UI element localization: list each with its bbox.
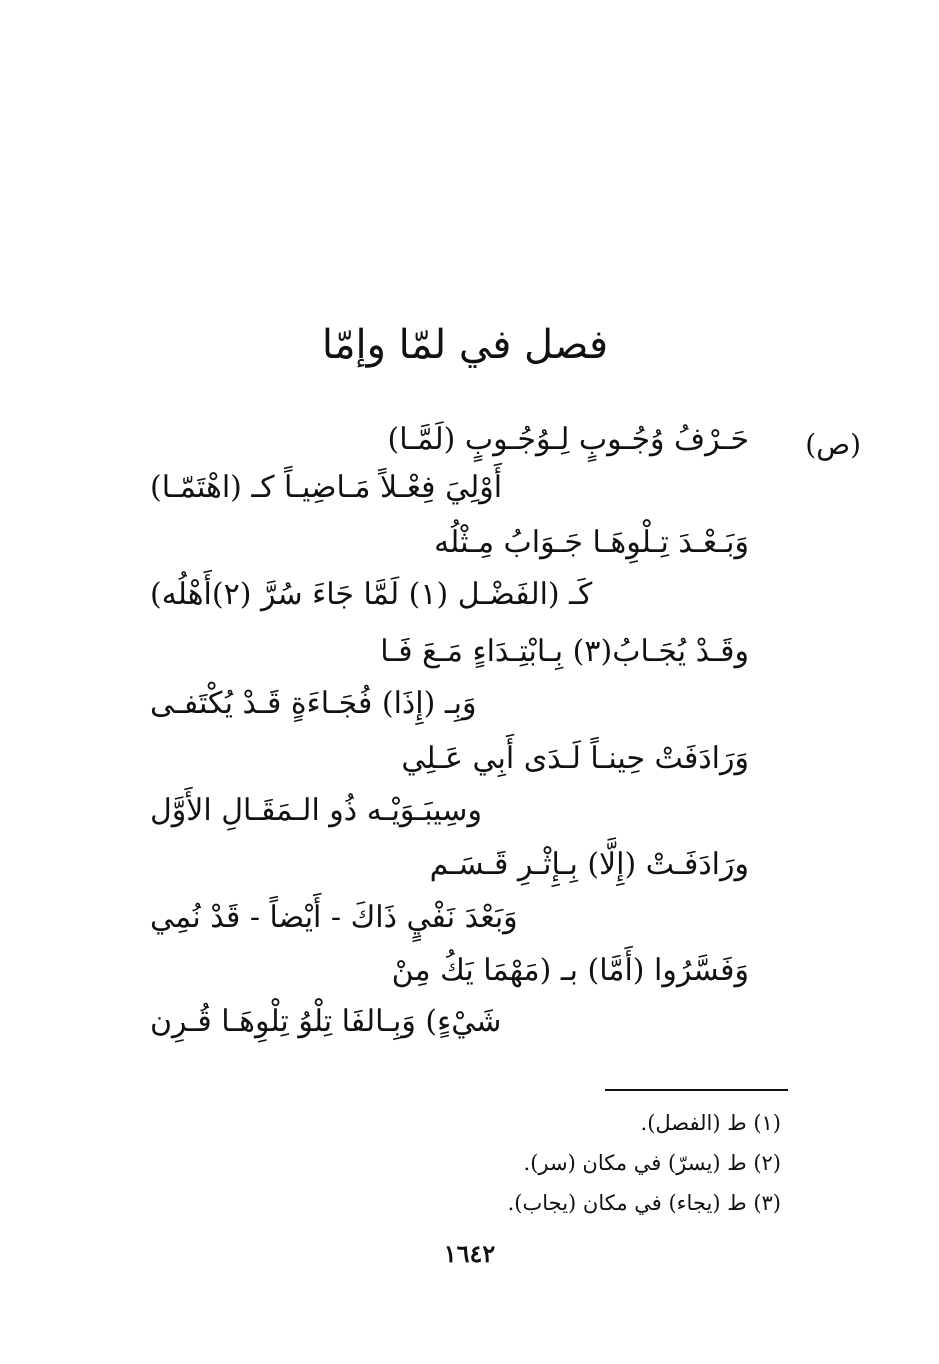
footnote-2: (٢) ط (يسرّ) في مكان (سر). [523, 1151, 781, 1175]
footnote-1: (١) ط (الفصل). [640, 1111, 781, 1135]
verse-line-10: وَبَعْدَ نَفْيٍ ذَاكَ - أَيْضاً - قَدْ نُمِي [150, 900, 518, 935]
verse-line-3: وَبَـعْـدَ تِـلْوِهَـا جَـوَابُ مِـثْلُه [434, 525, 749, 560]
verse-line-5: وقَـدْ يُجَـابُ(٣) بِـابْتِـدَاءٍ مَـعَ فَـا [380, 634, 749, 669]
verse-line-4: كَـ (الفَضْـل (١) لَمَّا جَاءَ سُرَّ (٢)أَهْلُه) [150, 577, 593, 612]
verse-line-9: ورَادَفَـتْ (إِلَّا) بِـإِثْـرِ قَـسَـم [429, 847, 749, 882]
footnote-3: (٣) ط (يجاء) في مكان (يجاب). [507, 1191, 781, 1215]
text-marker: (ص) [805, 428, 861, 461]
verse-line-1: حَـرْفُ وُجُـوبٍ لِـوُجُـوبٍ (لَمَّـا) [387, 422, 749, 457]
page-number: ١٦٤٢ [443, 1239, 496, 1268]
verse-line-12: شَيْءٍ) وَبِـالفَا تِلْوُ تِلْوِهَـا قُـرِن [150, 1004, 502, 1039]
section-title: فصل في لمّا وإمّا [321, 322, 609, 368]
footnote-divider [605, 1089, 788, 1091]
verse-line-8: وسِيبَـوَيْـه ذُو الـمَقَـالِ الأَوَّل [150, 793, 482, 828]
verse-line-6: وَبِـ (إِذَا) فُجَـاءَةٍ قَـدْ يُكْتَفـى [150, 686, 477, 721]
verse-line-2: أَوْلِيَ فِعْـلاً مَـاضِيـاً كـ (اهْتَمّـا) [150, 470, 503, 505]
verse-line-11: وَفَسَّرُوا (أَمَّا) بـ (مَهْمَا يَكُ مِنْ [391, 953, 749, 988]
verse-line-7: وَرَادَفَتْ حِينـاً لَـدَى أَبِي عَـلِي [401, 741, 749, 776]
